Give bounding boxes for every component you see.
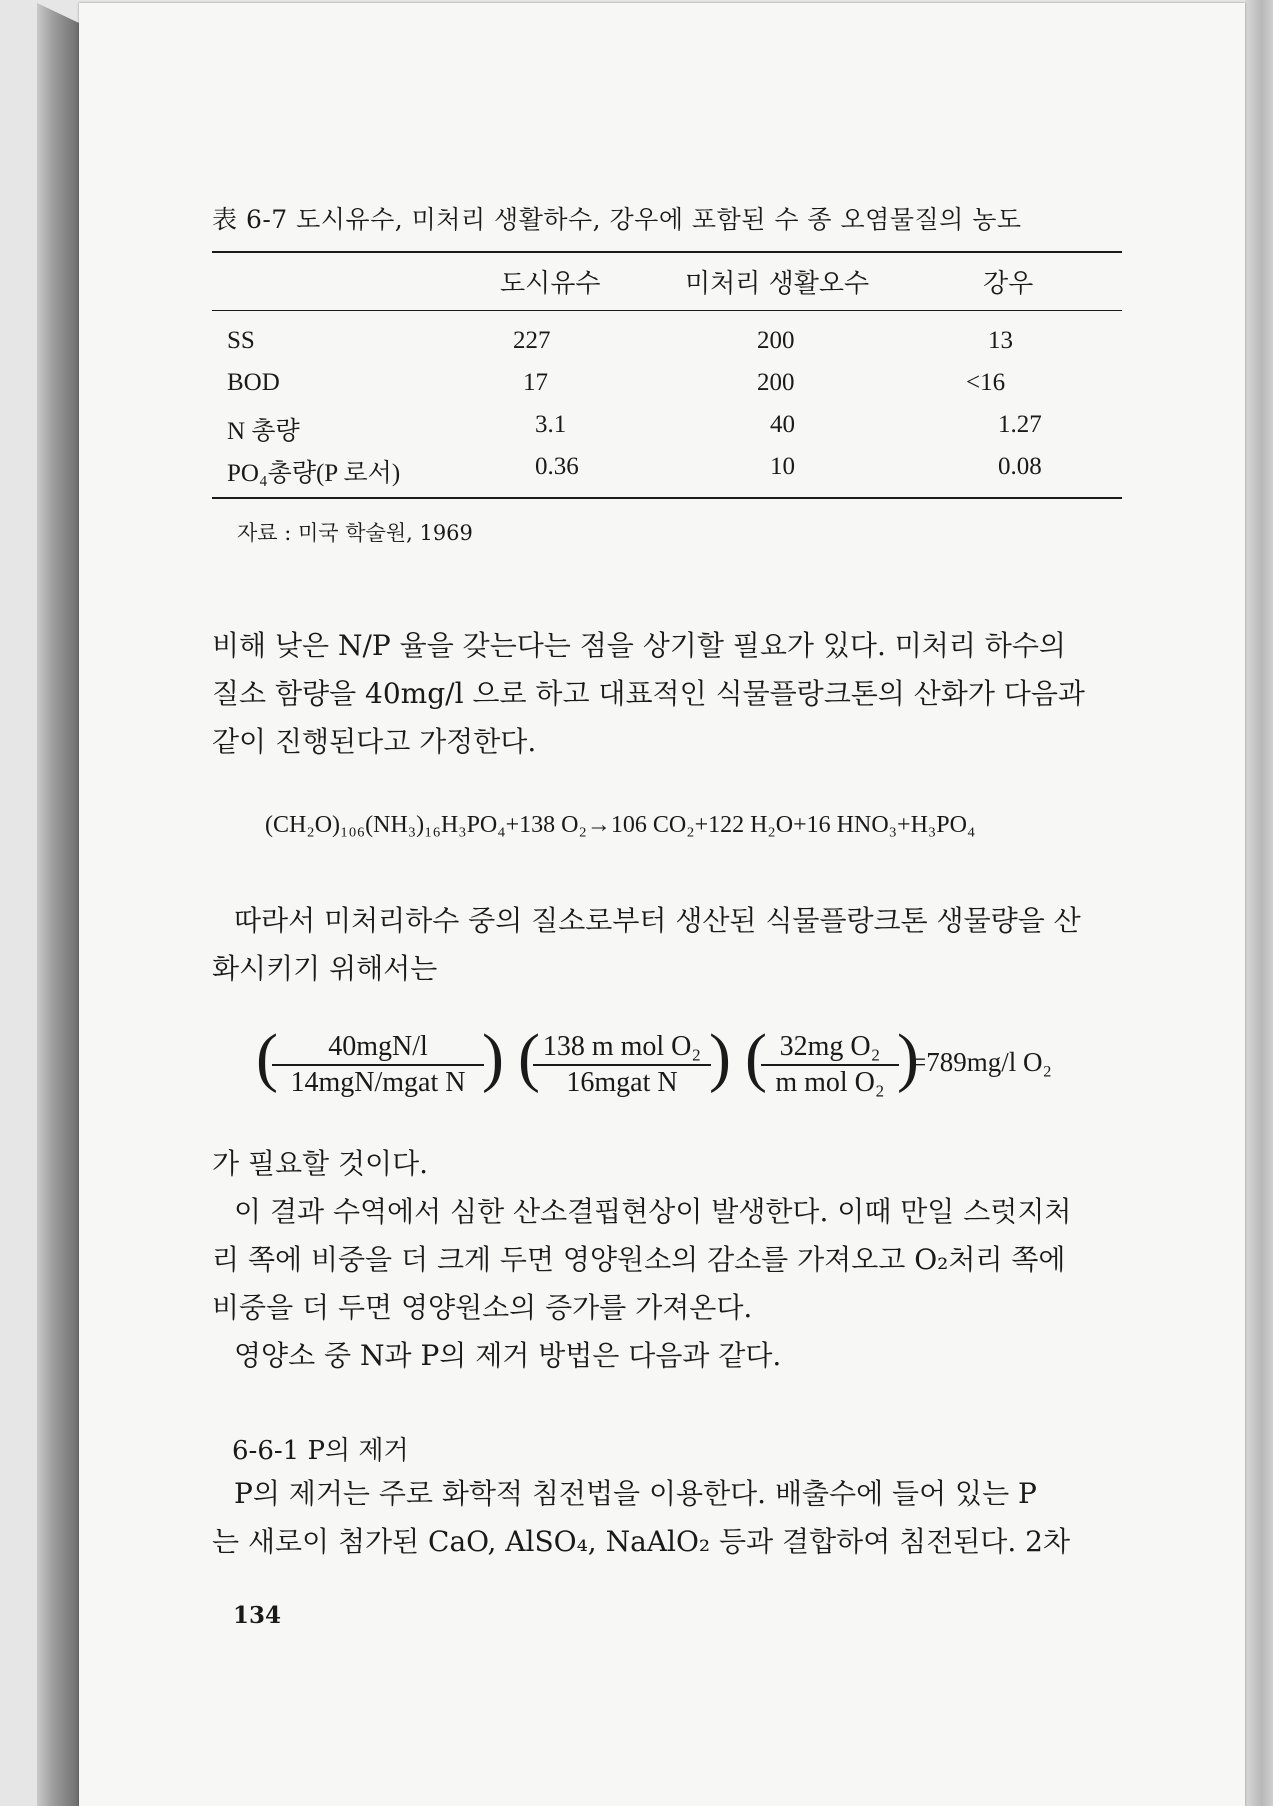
left-paren: ( bbox=[256, 1021, 278, 1094]
text-line: 비해 낮은 N/P 율을 갖는다는 점을 상기할 필요가 있다. 미처리 하수의 bbox=[212, 629, 1066, 662]
table-cell: 3.1 bbox=[535, 411, 567, 438]
table-row-label-n-total: N 총량 bbox=[227, 418, 300, 445]
text-line: 영양소 중 N과 P의 제거 방법은 다음과 같다. bbox=[234, 1339, 782, 1372]
table-cell: 13 bbox=[988, 327, 1013, 354]
table-row-label-ss: SS bbox=[227, 327, 255, 354]
text-line: 비중을 더 두면 영양원소의 증가를 가져온다. bbox=[212, 1291, 753, 1324]
text-line: P의 제거는 주로 화학적 침전법을 이용한다. 배출수에 들어 있는 P bbox=[234, 1477, 1037, 1510]
left-paren: ( bbox=[745, 1021, 767, 1094]
table-row-label-bod: BOD bbox=[227, 369, 280, 396]
table-caption: 表 6-7 도시유수, 미처리 생활하수, 강우에 포함된 수 종 오염물질의 농도 bbox=[212, 205, 1022, 234]
table-cell: 40 bbox=[770, 411, 795, 438]
text-line: 같이 진행된다고 가정한다. bbox=[212, 725, 537, 758]
table-header-rule bbox=[212, 310, 1122, 311]
paragraph-oxygen-depletion bbox=[212, 1140, 1122, 1380]
paragraph-p-removal bbox=[212, 1470, 1122, 1566]
book-spine-edge bbox=[37, 3, 79, 1806]
right-paren: ) bbox=[482, 1021, 504, 1094]
table-bottom-rule bbox=[212, 497, 1122, 499]
fraction-nitrogen bbox=[272, 1030, 484, 1100]
table-cell: 17 bbox=[523, 369, 548, 396]
table-cell: 0.08 bbox=[998, 453, 1042, 480]
book-page-edge bbox=[1245, 0, 1273, 1806]
fraction-denominator: 16mgat N bbox=[566, 1067, 678, 1098]
fraction-numerator: 32mg O₂ bbox=[761, 1030, 899, 1066]
fraction-numerator: 138 m mol O₂ bbox=[533, 1030, 711, 1066]
fraction-oxygen-mass bbox=[761, 1030, 899, 1100]
text-line: 따라서 미처리하수 중의 질소로부터 생산된 식물플랑크톤 생물량을 산 bbox=[234, 904, 1081, 937]
table-cell: 200 bbox=[757, 327, 795, 354]
left-paren: ( bbox=[518, 1021, 540, 1094]
table-cell: <16 bbox=[966, 369, 1006, 396]
fraction-numerator: 40mgN/l bbox=[272, 1030, 484, 1066]
table-row-label-po4-total: PO₄총량(P 로서) bbox=[227, 460, 401, 487]
fraction-oxygen-per-nitrogen bbox=[533, 1030, 711, 1100]
table-cell: 200 bbox=[757, 369, 795, 396]
fraction-denominator: m mol O₂ bbox=[775, 1067, 885, 1098]
text-line: 화시키기 위해서는 bbox=[212, 952, 438, 985]
oxidation-formula: (CH₂O)₁₀₆(NH₃)₁₆H₃PO₄+138 O₂→106 CO₂+122 H₂O+16 HNO₃+H₃PO₄ bbox=[265, 812, 976, 838]
table-cell: 227 bbox=[513, 327, 551, 354]
table-cell: 0.36 bbox=[535, 453, 579, 480]
text-line: 는 새로이 첨가된 CaO, AlSO₄, NaAlO₂ 등과 결합하여 침전된다. 2차 bbox=[212, 1525, 1071, 1558]
section-heading: 6-6-1 P의 제거 bbox=[232, 1436, 409, 1466]
page-number: 134 bbox=[233, 1602, 282, 1629]
text-line: 가 필요할 것이다. bbox=[212, 1147, 429, 1180]
fraction-denominator: 14mgN/mgat N bbox=[290, 1067, 466, 1098]
table-header-rainfall: 강우 bbox=[983, 269, 1034, 299]
table-source: 자료 : 미국 학술원, 1969 bbox=[237, 521, 473, 545]
right-paren: ) bbox=[709, 1021, 731, 1094]
table-top-rule bbox=[212, 251, 1122, 253]
table-cell: 10 bbox=[770, 453, 795, 480]
table-header-urban-runoff: 도시유수 bbox=[500, 269, 601, 299]
paragraph-oxidation-intro bbox=[212, 897, 1122, 993]
text-line: 이 결과 수역에서 심한 산소결핍현상이 발생한다. 이때 만일 스럿지처 bbox=[234, 1195, 1072, 1228]
paragraph-np-ratio bbox=[212, 622, 1122, 766]
table-header-raw-sewage: 미처리 생활오수 bbox=[685, 269, 870, 299]
right-paren: ) bbox=[897, 1021, 919, 1094]
text-line: 리 쪽에 비중을 더 크게 두면 영양원소의 감소를 가져오고 O₂처리 쪽에 bbox=[212, 1243, 1066, 1276]
table-cell: 1.27 bbox=[998, 411, 1042, 438]
calculation-result: =789mg/l O₂ bbox=[911, 1047, 1052, 1077]
text-line: 질소 함량을 40mg/l 으로 하고 대표적인 식물플랑크톤의 산화가 다음과 bbox=[212, 677, 1085, 710]
oxygen-demand-calculation bbox=[0, 1021, 1273, 1125]
